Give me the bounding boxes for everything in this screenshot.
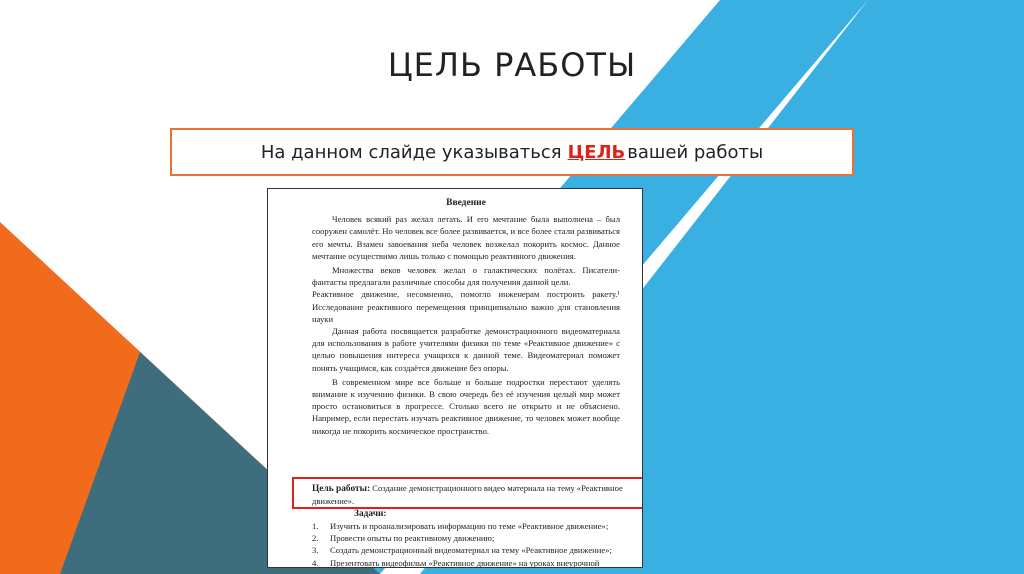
goal-text: Создание демонстрационного видео материала на тему «Реактивное движение». xyxy=(312,483,623,507)
slide-title: ЦЕЛЬ РАБОТЫ xyxy=(387,46,637,84)
callout-highlight: ЦЕЛЬ xyxy=(567,141,626,163)
doc-paragraph-4: Данная работа посвящается разработке демонстрационного видеоматериала для использования в работе учителями физики по теме «Реактивное движение» с целью повышения интереса учащихся к данной теме. Видеоматериал поможет понять учащимся, как создаётся движение без опоры. xyxy=(312,326,620,373)
callout-suffix: вашей работы xyxy=(627,141,764,163)
task-number: 4. xyxy=(312,557,319,568)
callout-box xyxy=(170,128,854,176)
tasks-list xyxy=(312,520,632,568)
doc-paragraph-5: В современном мире все больше и больше подростки перестают уделять внимание к изучению физики. В свою очередь без её изучения целый мир может просто остановиться в прогрессе. Столько всего не открыто и не объяснено. Например, если перестать изучать реактивное движение, то человек может вообще никогда не покорить космическое пространство. xyxy=(312,376,620,436)
doc-paragraph-3: Реактивное движение, несомненно, помогло инженерам построить ракету.¹ Исследование реактивного перемещения принципиально важно для становления науки xyxy=(312,289,620,324)
callout-prefix: На данном слайде указываться xyxy=(260,141,562,163)
document-heading: Введение xyxy=(446,198,486,208)
goal-line xyxy=(312,482,643,507)
doc-paragraph-2: Множества веков человек желал о галактических полётах. Писатели-фантасты предлагали различные способы для получения данной цели. xyxy=(312,265,620,288)
task-number: 2. xyxy=(312,533,319,544)
task-text: Провести опыты по реактивному движению; xyxy=(330,533,495,544)
task-item xyxy=(312,557,632,568)
document-image xyxy=(267,188,643,568)
goal-label: Цель работы: xyxy=(312,484,371,494)
task-item xyxy=(312,544,632,556)
task-item xyxy=(312,532,632,544)
task-number: 1. xyxy=(312,521,319,531)
doc-paragraph-1: Человек всякий раз желал летать. И его мечтание была выполнена – был сооружен самолёт. Но человек все более развивается, и все более стали развиваться его мечты. Взамен завоевания неба человек возжелал покорить космос. Данное мечтание осуществимо лишь только с помощью реактивного движения. xyxy=(312,214,620,261)
task-text: Презентовать видеофильм «Реактивное движение» на уроках внеурочной xyxy=(330,557,600,568)
task-number: 3. xyxy=(312,545,319,556)
tasks-title: Задачи: xyxy=(354,509,387,519)
task-item xyxy=(312,520,632,532)
task-text: Создать демонстрационный видеоматериал на тему «Реактивное движение»; xyxy=(330,545,612,556)
task-text: Изучить и проанализировать информацию по теме «Реактивное движение»; xyxy=(330,521,609,531)
document-body xyxy=(312,197,620,437)
